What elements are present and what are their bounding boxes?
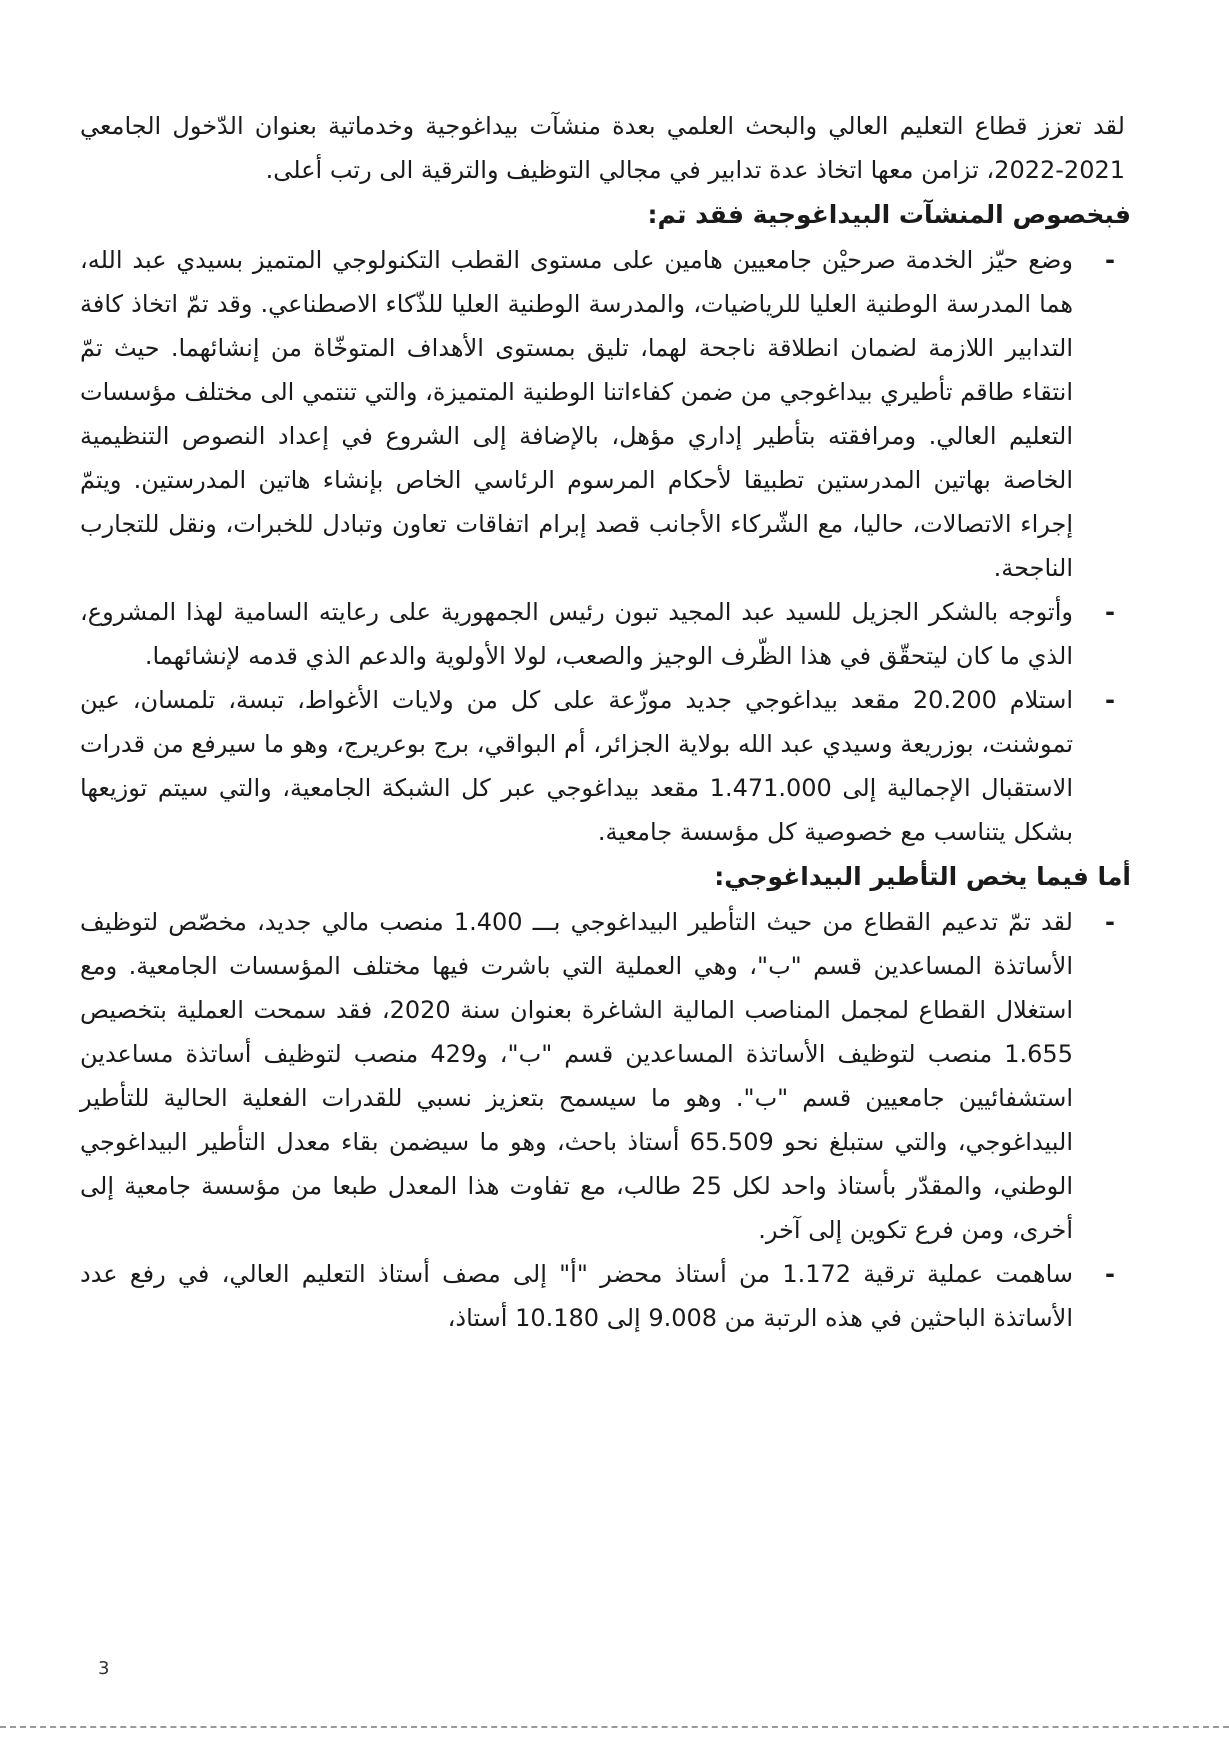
page-number: 3 bbox=[98, 1658, 110, 1679]
list-item bbox=[80, 678, 1115, 854]
footer-divider bbox=[0, 1726, 1229, 1728]
list-item-text: استلام 20.200 مقعد بيداغوجي جديد موزّعة على كل من ولايات الأغواط، تبسة، تلمسان، عين تموشنت، بوزريعة وسيدي عبد الله بولاية الجزائر، أم البواقي، برج بوعريرج، وهو ما سيرفع من قدرات الاستقبال الإجمالية إلى 1.471.000 مقعد بيداغوجي عبر كل الشبكة الجامعية، والتي سيتم توزيعها بشكل يتناسب مع خصوصية كل مؤسسة جامعية. bbox=[80, 686, 1073, 846]
bullet-dash: - bbox=[1105, 908, 1115, 936]
list-item bbox=[80, 238, 1115, 590]
bullet-dash: - bbox=[1105, 246, 1115, 274]
document-body bbox=[80, 104, 1131, 1340]
list-item-text: ساهمت عملية ترقية 1.172 من أستاذ محضر "أ" إلى مصف أستاذ التعليم العالي، في رفع عدد الأساتذة الباحثين في هذه الرتبة من 9.008 إلى 10.180 أستاذ، bbox=[80, 1260, 1073, 1332]
intro-paragraph: لقد تعزز قطاع التعليم العالي والبحث العلمي بعدة منشآت بيداغوجية وخدماتية بعنوان الدّخول الجامعي 2021-2022، تزامن معها اتخاذ عدة تدابير في مجالي التوظيف والترقية الى رتب أعلى. bbox=[80, 112, 1125, 184]
list-item bbox=[80, 1252, 1115, 1340]
bullet-dash: - bbox=[1105, 598, 1115, 626]
bullet-dash: - bbox=[1105, 1260, 1115, 1288]
bullet-dash: - bbox=[1105, 686, 1115, 714]
facilities-list bbox=[80, 238, 1125, 854]
supervision-list bbox=[80, 900, 1125, 1340]
list-item-text: وأتوجه بالشكر الجزيل للسيد عبد المجيد تبون رئيس الجمهورية على رعايته السامية لهذا المشروع، الذي ما كان ليتحقّق في هذا الظّرف الوجيز والصعب، لولا الأولوية والدعم الذي قدمه لإنشائهما. bbox=[80, 598, 1073, 670]
list-item bbox=[80, 900, 1115, 1252]
section-heading-supervision: أما فيما يخص التأطير البيداغوجي: bbox=[714, 862, 1131, 891]
section-heading-facilities: فبخصوص المنشآت البيداغوجية فقد تم: bbox=[647, 200, 1131, 229]
list-item-text: لقد تمّ تدعيم القطاع من حيث التأطير البيداغوجي بـــ 1.400 منصب مالي جديد، مخصّص لتوظيف الأساتذة المساعدين قسم "ب"، وهي العملية التي باشرت فيها مختلف المؤسسات الجامعية. ومع استغلال القطاع لمجمل المناصب المالية الشاغرة بعنوان سنة 2020، فقد سمحت العملية بتخصيص 1.655 منصب لتوظيف الأساتذة المساعدين قسم "ب"، و429 منصب لتوظيف أساتذة مساعدين استشفائيين جامعيين قسم "ب". وهو ما سيسمح بتعزيز نسبي للقدرات الفعلية الحالية للتأطير البيداغوجي، والتي ستبلغ نحو 65.509 أستاذ باحث، وهو ما سيضمن بقاء معدل التأطير البيداغوجي الوطني، والمقدّر بأستاذ واحد لكل 25 طالب، مع تفاوت هذا المعدل طبعا من مؤسسة جامعية إلى أخرى، ومن فرع تكوين إلى آخر. bbox=[80, 908, 1074, 1244]
list-item bbox=[80, 590, 1115, 678]
list-item-text: وضع حيّز الخدمة صرحيْن جامعيين هامين على مستوى القطب التكنولوجي المتميز بسيدي عبد الله، هما المدرسة الوطنية العليا للرياضيات، والمدرسة الوطنية العليا للذّكاء الاصطناعي. وقد تمّ اتخاذ كافة التدابير اللازمة لضمان انطلاقة ناجحة لهما، تليق بمستوى الأهداف المتوخّاة من إنشائهما. حيث تمّ انتقاء طاقم تأطيري بيداغوجي من ضمن كفاءاتنا الوطنية المتميزة، والتي تنتمي الى مختلف مؤسسات التعليم العالي. ومرافقته بتأطير إداري مؤهل، بالإضافة إلى الشروع في إعداد النصوص التنظيمية الخاصة بهاتين المدرستين تطبيقا لأحكام المرسوم الرئاسي الخاص بإنشاء هاتين المدرستين. ويتمّ إجراء الاتصالات، حاليا، مع الشّركاء الأجانب قصد إبرام اتفاقات تعاون وتبادل للخبرات، ونقل للتجارب الناجحة. bbox=[80, 246, 1073, 582]
